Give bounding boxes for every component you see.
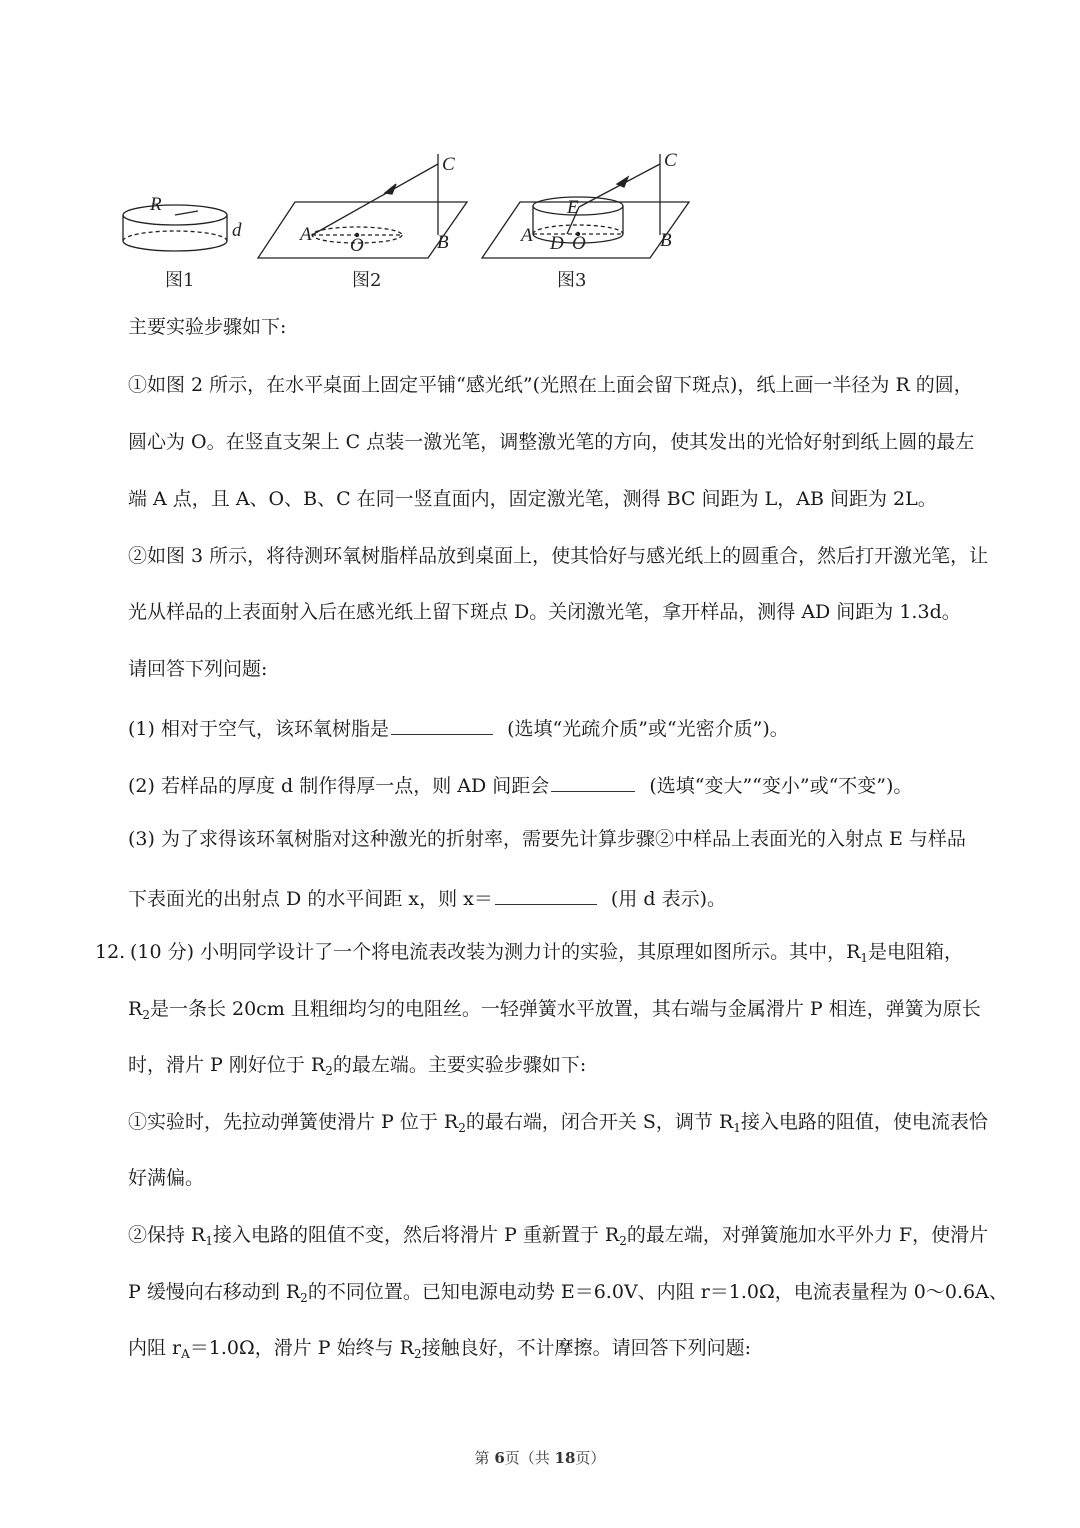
figure-group	[120, 140, 700, 300]
q12-line7-text-b: 的不同位置。已知电源电动势 E＝6.0V、内阻 r＝1.0Ω，电流表量程为 0～0.6A、	[307, 1281, 1008, 1303]
fig3-label-D: D	[550, 233, 564, 254]
q12-line3-text: 时，滑片 P 刚好位于 R	[128, 1054, 326, 1076]
q11-sub3-line1: (3) 为了求得该环氧树脂对这种激光的折射率，需要先计算步骤②中样品上表面光的入射点 E 与样品	[128, 828, 966, 850]
footer-total-pages: 18	[554, 1449, 576, 1467]
q12-line2	[128, 998, 981, 1022]
q12-line8	[128, 1337, 752, 1361]
fig3-label-A: A	[521, 225, 533, 246]
q12-line6-subscript-2: 2	[619, 1234, 627, 1248]
q12-number: 12.	[95, 941, 126, 963]
footer-page-number: 6	[494, 1449, 505, 1467]
q12-line4-subscript-2: 1	[733, 1121, 741, 1135]
fig2-label-C: C	[442, 154, 455, 175]
q11-sub1-answer-blank[interactable]	[391, 716, 493, 735]
fig2-label-O: O	[350, 235, 364, 256]
q12-line4-text: ①实验时，先拉动弹簧使滑片 P 位于 R	[128, 1111, 459, 1133]
q11-step1-line1: ①如图 2 所示，在水平桌面上固定平铺“感光纸”(光照在上面会留下斑点)，纸上画一半径为 R 的圆，	[128, 374, 973, 396]
fig1-caption: 图1	[165, 270, 195, 291]
q12-line1-subscript: 1	[860, 951, 869, 965]
q12-line4-subscript-1: 2	[458, 1121, 466, 1135]
q12-line8-text-b: ＝1.0Ω，滑片 P 始终与 R	[189, 1337, 414, 1359]
q12-line7-subscript: 2	[300, 1291, 308, 1305]
q11-sub3-hint: (用 d 表示)。	[610, 888, 726, 910]
page-footer	[0, 1447, 1080, 1468]
q12-line1	[130, 941, 964, 965]
q12-line6-text: ②保持 R	[128, 1224, 206, 1246]
q12-line8-text: 内阻 r	[128, 1337, 182, 1359]
fig2-caption: 图2	[352, 270, 382, 291]
footer-suffix: 页）	[575, 1449, 606, 1467]
q11-sub2-hint: (选填“变大”“变小”或“不变”)。	[649, 775, 913, 797]
footer-prefix: 第	[474, 1449, 495, 1467]
fig1-label-R: R	[150, 194, 162, 215]
fig3-label-E: E	[567, 197, 579, 218]
footer-middle: 页（共	[504, 1449, 555, 1467]
q11-step2-line1: ②如图 3 所示，将待测环氧树脂样品放到桌面上，使其恰好与感光纸上的圆重合，然后打开激光笔，让	[128, 545, 989, 567]
fig2-label-A: A	[300, 224, 312, 245]
q11-sub1-hint: (选填“光疏介质”或“光密介质”)。	[507, 718, 789, 740]
q11-sub1-prompt: (1) 相对于空气，该环氧树脂是	[128, 718, 389, 740]
q11-sub3-prompt: 下表面光的出射点 D 的水平间距 x，则 x＝	[128, 888, 493, 910]
figures-drawing	[120, 140, 700, 270]
q11-sub2-prompt: (2) 若样品的厚度 d 制作得厚一点，则 AD 间距会	[128, 775, 550, 797]
q11-sub1	[128, 716, 789, 739]
q12-line3-text-b: 的最左端。主要实验步骤如下:	[332, 1054, 587, 1076]
q12-line8-subscript-2: 2	[413, 1347, 422, 1361]
q12-line2-text: R	[128, 998, 143, 1020]
fig2-label-B: B	[437, 232, 449, 253]
q12-line6-text-c: 的最左端，对弹簧施加水平外力 F，使滑片	[626, 1224, 989, 1246]
q12-line2-text-b: 是一条长 20cm 且粗细均匀的电阻丝。一轻弹簧水平放置，其右端与金属滑片 P 相连，弹簧为原长	[149, 998, 981, 1020]
q12-line7	[128, 1281, 1008, 1305]
q12-line5: 好满偏。	[128, 1167, 205, 1189]
q11-sub2	[128, 773, 912, 796]
q11-answer-heading: 请回答下列问题:	[128, 658, 268, 680]
q12-line6-text-b: 接入电路的阻值不变，然后将滑片 P 重新置于 R	[213, 1224, 620, 1246]
q12-line8-text-c: 接触良好，不计摩擦。请回答下列问题:	[421, 1337, 752, 1359]
q12-line4-text-b: 的最右端，闭合开关 S，调节 R	[465, 1111, 734, 1133]
q11-sub3-answer-blank[interactable]	[495, 886, 597, 905]
fig3-label-C: C	[664, 150, 677, 171]
fig1-label-d: d	[232, 220, 242, 241]
fig3-label-B: B	[660, 230, 672, 251]
q12-line2-subscript: 2	[142, 1008, 150, 1022]
q11-sub2-answer-blank[interactable]	[551, 773, 635, 792]
fig3-label-O: O	[572, 233, 586, 254]
q11-step1-line2: 圆心为 O。在竖直支架上 C 点装一激光笔，调整激光笔的方向，使其发出的光恰好射到纸上圆的最左	[128, 431, 975, 453]
q12-line7-text: P 缓慢向右移动到 R	[128, 1281, 301, 1303]
q12-line3-subscript: 2	[325, 1064, 333, 1078]
figure-1-cylinder	[123, 205, 227, 251]
q12-line6	[128, 1224, 989, 1248]
fig3-caption: 图3	[557, 270, 587, 291]
q12-line1-text: (10 分) 小明同学设计了一个将电流表改装为测力计的实验，其原理如图所示。其中，R	[130, 941, 861, 963]
q11-sub3-line2	[128, 886, 726, 909]
q11-step1-line3: 端 A 点，且 A、O、B、C 在同一竖直面内，固定激光笔，测得 BC 间距为 L，AB 间距为 2L。	[128, 488, 937, 510]
q12-line1-text-b: 是电阻箱，	[868, 941, 964, 963]
q11-steps-heading: 主要实验步骤如下:	[128, 316, 287, 338]
q12-line4-text-c: 接入电路的阻值，使电流表恰	[740, 1111, 988, 1133]
q12-line4	[128, 1111, 988, 1135]
q12-line3	[128, 1054, 587, 1078]
q12-line8-subscript-1: A	[181, 1347, 190, 1361]
q12-line6-subscript-1: 1	[205, 1234, 213, 1248]
q11-step2-line2: 光从样品的上表面射入后在感光纸上留下斑点 D。关闭激光笔，拿开样品，测得 AD 间距为 1.3d。	[128, 601, 961, 623]
